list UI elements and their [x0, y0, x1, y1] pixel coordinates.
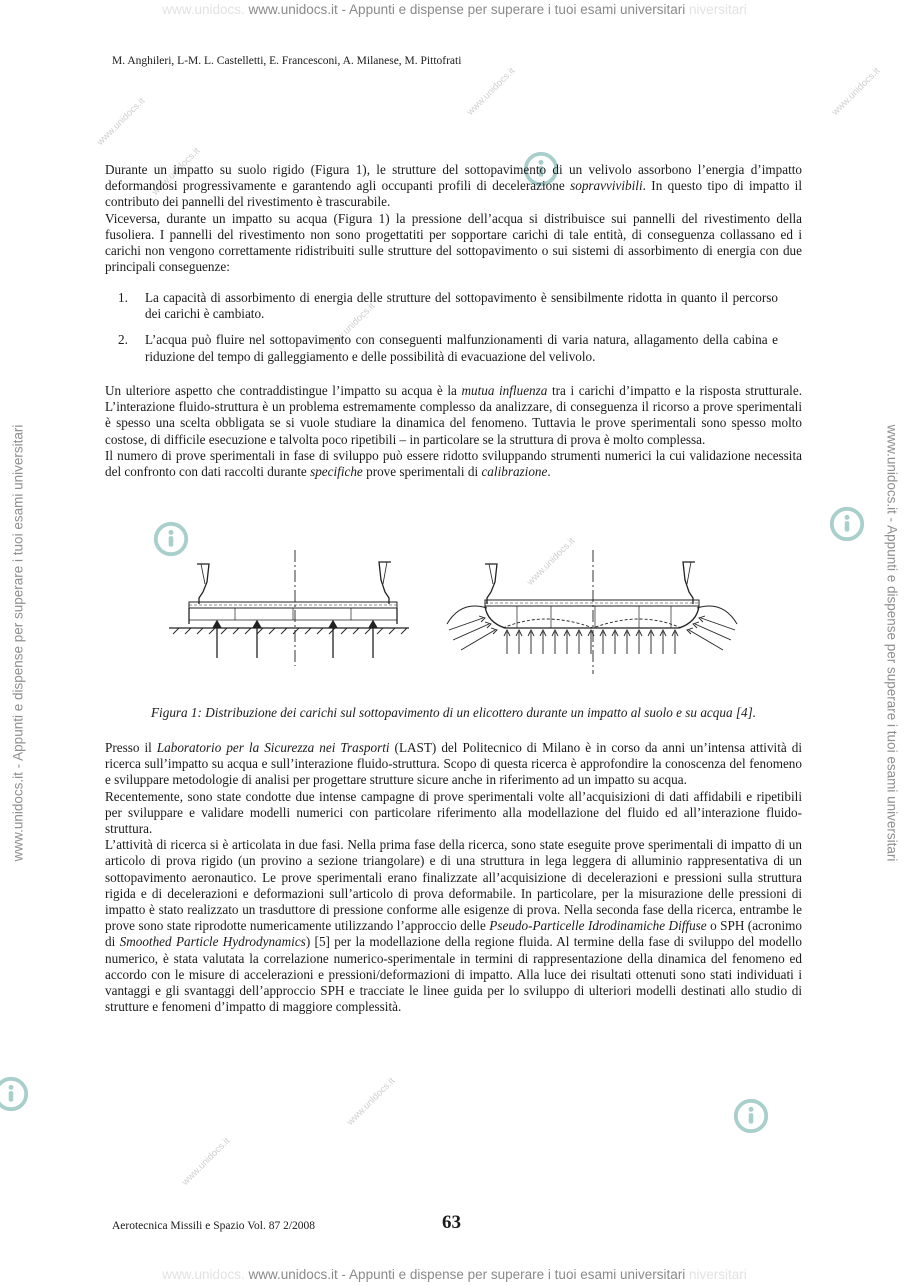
paragraph-ground-impact: Durante un impatto su suolo rigido (Figura 1), le strutture del sottopavimento di un velivolo assorbono l’energia d’impatto deformandosi progressivamente e garantendo agli occupanti profili di decelerazione sopravvivibili. In questo tipo di impatto il contributo dei pannelli del rivestimento è trascurabile. — [105, 162, 802, 210]
figure-caption: Figura 1: Distribuzione dei carichi sul sottopavimento di un elicottero durante un impatto al suolo e su acqua [4]. — [151, 705, 756, 720]
watermark-diagonal: www.unidocs.it — [325, 300, 378, 353]
watermark-left: www.unidocs.it - Appunti e dispense per superare i tuoi esami universitari — [10, 424, 26, 862]
watermark-top-text: www.unidocs.it - Appunti e dispense per superare i tuoi esami universitari — [248, 2, 686, 17]
fluid-structure-text — [105, 383, 802, 480]
watermark-diagonal: www.unidocs.it — [180, 1135, 233, 1188]
page-header-authors: M. Anghileri, L-M. L. Castelletti, E. Francesconi, A. Milanese, M. Pittofrati — [112, 55, 462, 67]
research-text — [105, 740, 802, 1015]
list-item: 2. L’acqua può fluire nel sottopavimento con conseguenti malfunzionamenti di varia natura, allagamento della cabina e riduzione del tempo di galleggiamento e delle possibilità di evacuazione del velivolo. — [118, 332, 778, 364]
unidocs-logo-icon — [732, 1097, 770, 1135]
watermark-diagonal: www.unidocs.it — [525, 535, 578, 588]
watermark-ghost-left: www.unidocs. — [162, 2, 245, 17]
consequences-list — [118, 290, 778, 375]
paragraph-last-lab: Presso il Laboratorio per la Sicurezza nei Trasporti (LAST) del Politecnico di Milano è in corso da anni un’intensa attività di ricerca sull’impatto su acqua e sull’interazione fluido-struttura. Scopo di questa ricerca è approfondire la conoscenza del fenomeno e sviluppare metodologie di analisi per progettare strutture sicure anche in riferimento ad un impatto su acqua. — [105, 740, 802, 788]
watermark-diagonal: www.unidocs.it — [95, 95, 148, 148]
paragraph-numerical-tools: Il numero di prove sperimentali in fase di sviluppo può essere ridotto sviluppando strumenti numerici la cui validazione necessita del confronto con dati raccolti durante specifiche prove sperimentali di calibrazione. — [105, 447, 802, 480]
ground-impact-diagram — [169, 550, 409, 666]
paragraph-mutual-influence: Un ulteriore aspetto che contraddistingue l’impatto su acqua è la mutua influenza tra i carichi d’impatto e la risposta strutturale. L’interazione fluido-struttura è un problema estremamente complesso da analizzare, di conseguenza il ricorso a prove sperimentali è spesso una scelta obbligata se si vuole studiare la dinamica del fenomeno. Tuttavia le prove sperimentali sono spesso molto costose, di difficile esecuzione e talvolta poco ripetibili – in particolare se la struttura di prova è molto complessa. — [105, 383, 802, 447]
watermark-right: www.unidocs.it - Appunti e dispense per superare i tuoi esami universitari — [884, 424, 900, 862]
paragraph-research-phases: L’attività di ricerca si è articolata in due fasi. Nella prima fase della ricerca, sono state eseguite prove sperimentali di impatto di un articolo di prova rigido (un provino a sezione triangolare) e di una struttura in lega leggera di alluminio rappresentativa di un sottopavimento aeronautico. Le prove sperimentali erano finalizzate all’acquisizione di decelerazioni e pressioni sulla struttura rigida e di decelerazioni e deformazioni sull’articolo di prova deformabile. In particolare, per la misurazione delle pressioni di impatto è stato realizzato un trasduttore di pressione conforme alle esigenze di prova. Nella seconda fase della ricerca, entrambe le prove sono state riprodotte numericamente utilizzando l’approccio delle Pseudo-Particelle Idrodinamiche Diffuse o SPH (acronimo di Smoothed Particle Hydrodynamics) [5] per la modellazione della regione fluida. Al termine della fase di sviluppo del modello numerico, è stata valutata la correlazione numerico-sperimentale in termini di rappresentazione della dinamica del fenomeno ed accordo con le misure di accelerazioni e pressioni/deformazioni di impatto. Alla luce dei risultati ottenuti sono stati individuati i vantaggi e gli svantaggi dell’approccio SPH e tracciate le linee guida per lo sviluppo di ulteriori modelli destinati allo studio di strutture e fenomeni d’impatto di maggiore complessità. — [105, 837, 802, 1015]
unidocs-logo-icon — [828, 505, 866, 543]
watermark-diagonal: www.unidocs.it — [150, 145, 203, 198]
watermark-bottom — [0, 1267, 909, 1282]
watermark-ghost-right: niversitari — [689, 1267, 747, 1282]
watermark-diagonal: www.unidocs.it — [465, 65, 518, 118]
watermark-ghost-left: www.unidocs. — [162, 1267, 245, 1282]
page-number: 63 — [442, 1212, 461, 1233]
watermark-diagonal: www.unidocs.it — [830, 65, 883, 118]
watermark-ghost-right: niversitari — [689, 2, 747, 17]
figure-load-distribution — [165, 548, 805, 678]
water-impact-diagram — [447, 550, 737, 674]
footer-journal: Aerotecnica Missili e Spazio Vol. 87 2/2008 — [112, 1220, 316, 1232]
watermark-diagonal: www.unidocs.it — [345, 1075, 398, 1128]
watermark-bottom-text: www.unidocs.it - Appunti e dispense per superare i tuoi esami universitari — [248, 1267, 686, 1282]
unidocs-logo-icon — [0, 1075, 30, 1113]
list-item: 1. La capacità di assorbimento di energia delle strutture del sottopavimento è sensibilmente ridotta in quanto il percorso dei carichi è cambiato. — [118, 290, 778, 322]
paragraph-water-impact: Viceversa, durante un impatto su acqua (Figura 1) la pressione dell’acqua si distribuisce sui pannelli del rivestimento della fusoliera. I pannelli del rivestimento non sono progettatiti per sopportare carichi di tale entità, di conseguenza collassano ed i carichi non vengono correttamente ridistribuiti sulle strutture del sottopavimento o sui sistemi di assorbimento di energia con due principali conseguenze: — [105, 210, 802, 275]
watermark-top — [0, 2, 909, 17]
paragraph-campaigns: Recentemente, sono state condotte due intense campagne di prove sperimentali volte all’acquisizioni di dati affidabili e ripetibili per sviluppare e validare modelli numerici con particolare riferimento alla modellazione del fluido ed all’interazione fluido-struttura. — [105, 788, 802, 837]
intro-text — [105, 162, 802, 275]
